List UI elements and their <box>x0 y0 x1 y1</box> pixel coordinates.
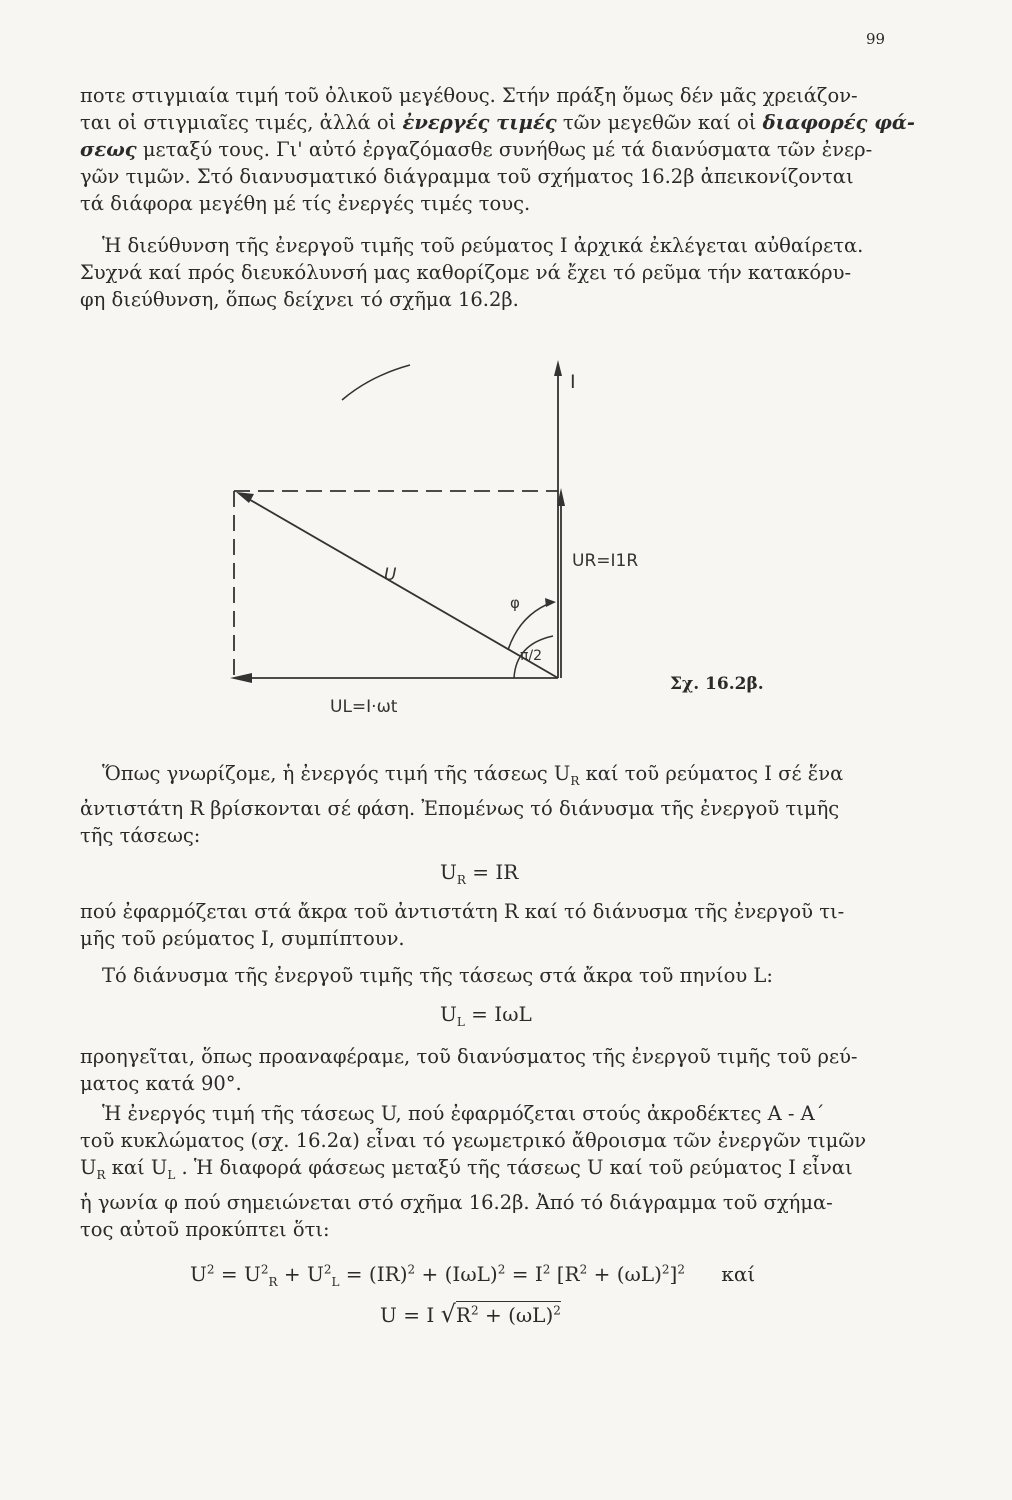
para7-line1: Ἡ ἐνεργός τιμή τῆς τάσεως U, πού ἐφαρμόζεται στούς ἀκροδέκτες Α - Α΄ <box>102 1102 825 1125</box>
equation-ul: $U_L = I\omega L$ <box>440 1002 532 1029</box>
para1-line5: τά διάφορα μεγέθη μέ τίς ἐνεργές τιμές τους. <box>80 192 531 215</box>
figure-caption: Σχ. 16.2β. <box>670 674 764 694</box>
label-phi: φ <box>510 594 520 612</box>
label-u: U <box>384 565 397 585</box>
para7-line3: $U_R$ καί $U_L$ . Ἡ διαφορά φάσεως μεταξύ τῆς τάσεως U καί τοῦ ρεύματος I εἶναι <box>80 1156 853 1182</box>
label-ur: UR=I1R <box>572 551 639 571</box>
para1-line3: σεως μεταξύ τους. Γι' αὐτό ἐργαζόμασθε συνήθως μέ τά διανύσματα τῶν ἐνερ- <box>80 138 873 161</box>
paragraph-7 <box>80 1100 890 1243</box>
equation-u-magnitude: U = I $√R^2 + (\omega L)^2$ <box>380 1300 561 1328</box>
paragraph-6 <box>80 1043 890 1097</box>
para7-line2: τοῦ κυκλώματος (σχ. 16.2α) εἶναι τό γεωμετρικό ἄθροισμα τῶν ἐνεργῶν τιμῶν <box>80 1129 867 1152</box>
para2-line3: φη διεύθυνση, ὅπως δείχνει τό σχῆμα 16.2β. <box>80 288 519 311</box>
para2-line1: Ἡ διεύθυνση τῆς ἐνεργοῦ τιμῆς τοῦ ρεύματος I ἀρχικά ἐκλέγεται αὐθαίρετα. <box>102 234 864 257</box>
para3-line3: τῆς τάσεως: <box>80 823 201 847</box>
para3-line1: Ὅπως γνωρίζομε, ἡ ἐνεργός τιμή τῆς τάσεως $U_R$ καί τοῦ ρεύματος I σέ ἕνα <box>102 762 844 788</box>
para3-line2: ἀντιστάτη R βρίσκονται σέ φάση. Ἐπομένως τό διάνυσμα τῆς ἐνεργοῦ τιμῆς <box>80 796 840 820</box>
label-i: I <box>570 371 576 393</box>
emph-active-values: ἐνεργές τιμές <box>402 111 557 134</box>
para7-line5: τος αὐτοῦ προκύπτει ὅτι: <box>80 1217 330 1241</box>
equation-ur: $U_R$ = IR <box>440 860 519 887</box>
para4-line1: πού ἐφαρμόζεται στά ἄκρα τοῦ ἀντιστάτη R καί τό διάνυσμα τῆς ἐνεργοῦ τι- <box>80 900 845 923</box>
paragraph-5 <box>80 962 890 989</box>
para6-line1: προηγεῖται, ὅπως προαναφέραμε, τοῦ διανύσματος τῆς ἐνεργοῦ τιμῆς τοῦ ρεύ- <box>80 1045 858 1068</box>
sketch-mark <box>342 365 410 400</box>
paragraph-4 <box>80 898 890 952</box>
equation-pythagoras: $U^2 = U^2_R + U^2_L = (IR)^2 + (I\omega L)^2 = I^2$ $[R^2 + (\omega L)^2]^2$ καί <box>190 1262 756 1289</box>
phi-arrowhead <box>545 598 556 607</box>
u-vector <box>240 494 558 678</box>
para4-line2: μῆς τοῦ ρεύματος I, συμπίπτουν. <box>80 927 405 950</box>
current-arrowhead <box>554 360 562 376</box>
para1-line2: ται οἱ στιγμιαῖες τιμές, ἀλλά οἱ ἐνεργές τιμές τῶν μεγεθῶν καί οἱ διαφορές φά- <box>80 111 915 134</box>
label-pi2: π/2 <box>520 648 543 664</box>
para6-line2: ματος κατά 90°. <box>80 1072 242 1095</box>
para5-line1: Τό διάνυσμα τῆς ἐνεργοῦ τιμῆς τῆς τάσεως στά ἄκρα τοῦ πηνίου L: <box>102 964 773 987</box>
para1-line4: γῶν τιμῶν. Στό διανυσματικό διάγραμμα τοῦ σχήματος 16.2β ἀπεικονίζονται <box>80 165 854 188</box>
paragraph-3 <box>80 760 890 849</box>
emph-phase-diff: διαφορές φά- <box>762 111 915 134</box>
para2-line2: Συχνά καί πρός διευκόλυνσή μας καθορίζομε νά ἔχει τό ρεῦμα τήν κατακόρυ- <box>80 261 852 284</box>
label-ul: UL=I·ωt <box>330 697 398 717</box>
para7-line4: ἡ γωνία φ πού σημειώνεται στό σχῆμα 16.2β. Ἀπό τό διάγραμμα τοῦ σχήμα- <box>80 1190 833 1214</box>
para1-line1: ποτε στιγμιαία τιμή τοῦ ὀλικοῦ μεγέθους. Στήν πράξη ὅμως δέν μᾶς χρειάζον- <box>80 84 858 107</box>
page-number: 99 <box>866 30 886 48</box>
